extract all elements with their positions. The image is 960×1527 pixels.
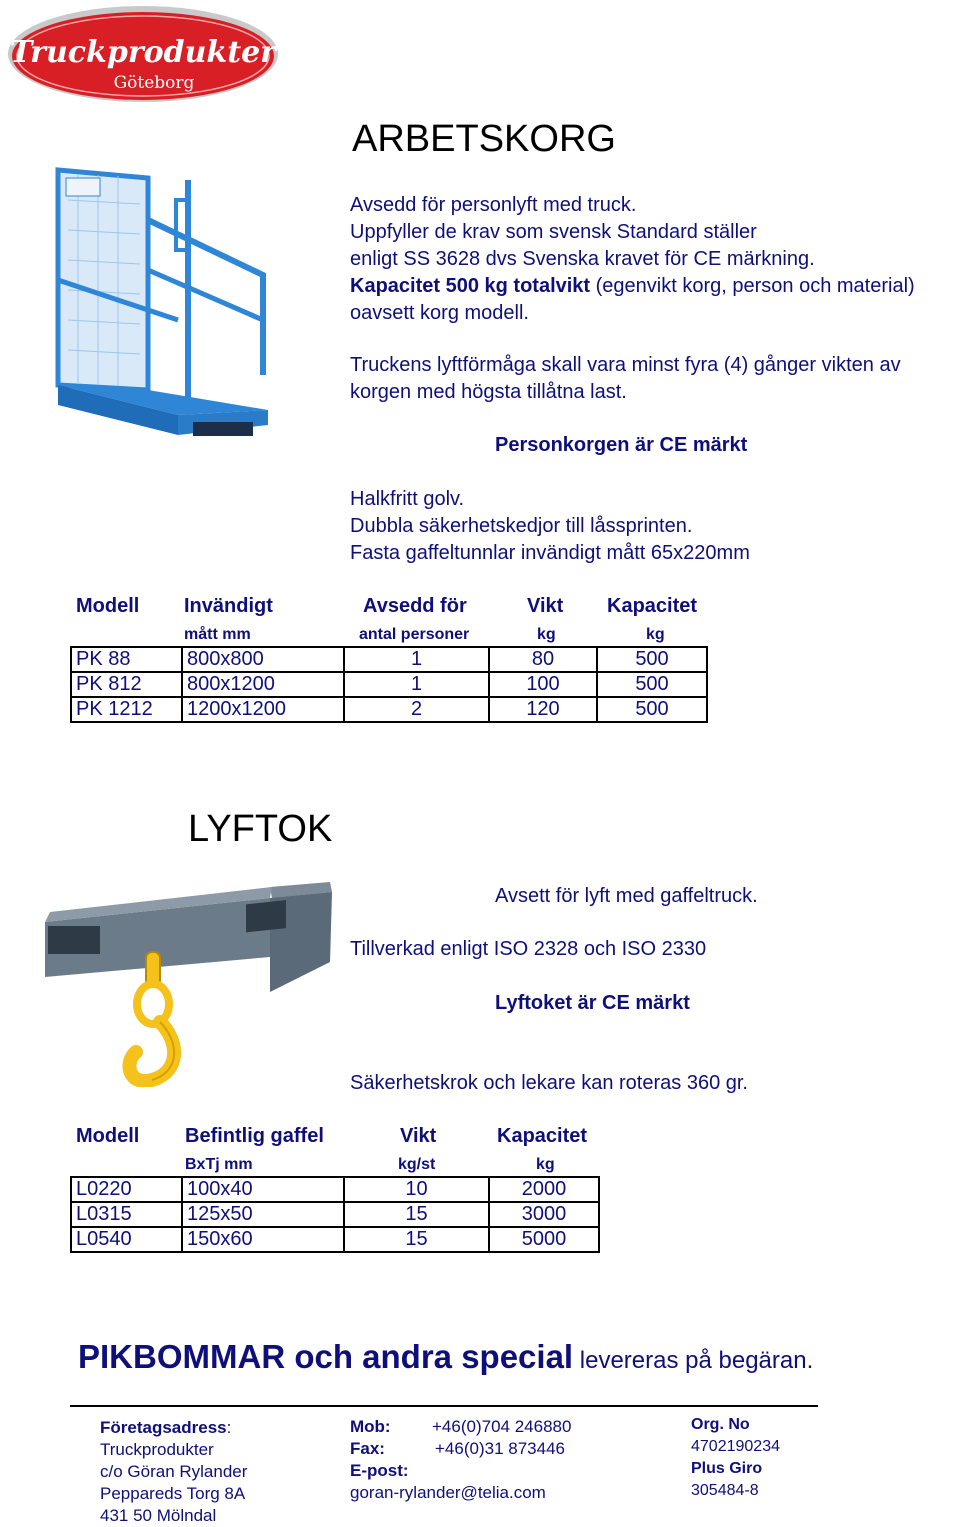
ok-ce-mark: Lyftoket är CE märkt	[495, 992, 690, 1014]
table-cell: 3000	[489, 1202, 599, 1227]
korg-ce-mark: Personkorgen är CE märkt	[495, 434, 748, 456]
korg-p7: korgen med högsta tillåtna last.	[350, 381, 627, 403]
table-cell: 15	[344, 1227, 489, 1252]
korg-p5: oavsett korg modell.	[350, 302, 529, 324]
table-row	[71, 1202, 599, 1227]
lifting-yoke-image	[40, 882, 332, 1087]
table-cell: 800x1200	[182, 672, 344, 697]
korg-title: ARBETSKORG	[352, 118, 616, 160]
table-cell: 125x50	[182, 1202, 344, 1227]
footer-org: 4702190234	[691, 1438, 780, 1455]
korg-description	[350, 192, 960, 327]
korg-p3: enligt SS 3628 dvs Svenska kravet för CE märkning.	[350, 248, 815, 270]
table-row	[71, 697, 707, 722]
ok-col-modell: Modell	[76, 1125, 140, 1147]
footer-address-colon: :	[226, 1418, 232, 1437]
table-row	[71, 1227, 599, 1252]
footer-address-line: c/o Göran Rylander	[100, 1462, 248, 1481]
work-basket-image	[48, 160, 276, 445]
korg-capacity-note: (egenvikt korg, person och material)	[590, 275, 915, 297]
company-logo	[6, 4, 280, 104]
ok-col-gaffel: Befintlig gaffel	[185, 1125, 324, 1147]
footer-address	[100, 1417, 247, 1527]
korg-col-invandigt: Invändigt	[184, 595, 273, 617]
footer-email-link[interactable]: goran-rylander@telia.com	[350, 1483, 546, 1502]
footer-org-label: Org. No	[691, 1416, 750, 1433]
korg-sub-vikt: kg	[537, 626, 556, 643]
ok-table	[70, 1176, 600, 1253]
korg-table	[70, 646, 708, 723]
korg-col-vikt: Vikt	[527, 595, 564, 617]
table-cell: PK 88	[71, 647, 182, 672]
korg-feature-1: Halkfritt golv.	[350, 488, 465, 510]
footer-mob-label: Mob:	[350, 1417, 391, 1436]
korg-sub-avsedd: antal personer	[359, 626, 470, 643]
table-row	[71, 672, 707, 697]
table-cell: 100x40	[182, 1177, 344, 1202]
footer-contact	[350, 1416, 571, 1504]
ok-col-vikt: Vikt	[400, 1125, 437, 1147]
ok-p2: Tillverkad enligt ISO 2328 och ISO 2330	[350, 938, 707, 960]
table-row	[71, 1177, 599, 1202]
korg-p2: Uppfyller de krav som svensk Standard ställer	[350, 221, 757, 243]
korg-load-note	[350, 352, 960, 406]
korg-capacity: Kapacitet 500 kg totalvikt	[350, 275, 591, 297]
table-cell: 500	[597, 672, 707, 697]
korg-sub-kapacitet: kg	[646, 626, 665, 643]
table-cell: PK 1212	[71, 697, 182, 722]
korg-feature-3: Fasta gaffeltunnlar invändigt mått 65x220mm	[350, 542, 750, 564]
korg-p6: Truckens lyftförmåga skall vara minst fyra (4) gånger vikten av	[350, 354, 901, 376]
footer-fax: +46(0)31 873446	[435, 1439, 565, 1458]
ok-title: LYFTOK	[188, 808, 333, 850]
table-cell: 5000	[489, 1227, 599, 1252]
logo-line1: Truckprodukter	[10, 35, 276, 70]
ok-p3: Säkerhetskrok och lekare kan roteras 360 gr.	[350, 1072, 748, 1094]
korg-p4	[350, 273, 960, 300]
special-bold: PIKBOMMAR och andra special	[78, 1338, 574, 1375]
ok-sub-gaffel: BxTj mm	[185, 1156, 253, 1173]
footer-email-label: E-post:	[350, 1461, 409, 1480]
footer-address-line: Truckprodukter	[100, 1440, 214, 1459]
footer-company-ids	[691, 1414, 780, 1512]
footer-fax-label: Fax:	[350, 1439, 385, 1458]
korg-feature-2: Dubbla säkerhetskedjor till låssprinten.	[350, 515, 693, 537]
korg-features	[350, 486, 960, 567]
table-cell: 800x800	[182, 647, 344, 672]
table-cell: L0315	[71, 1202, 182, 1227]
table-cell: 500	[597, 697, 707, 722]
korg-p1: Avsedd för personlyft med truck.	[350, 194, 637, 216]
table-cell: 2	[344, 697, 489, 722]
table-cell: 1	[344, 647, 489, 672]
table-cell: 1200x1200	[182, 697, 344, 722]
ok-p1: Avsett för lyft med gaffeltruck.	[495, 885, 758, 907]
table-cell: L0540	[71, 1227, 182, 1252]
korg-col-kapacitet: Kapacitet	[607, 595, 698, 617]
table-cell: L0220	[71, 1177, 182, 1202]
footer-divider	[70, 1405, 818, 1407]
logo-line2: Göteborg	[113, 73, 195, 93]
korg-col-modell: Modell	[76, 595, 140, 617]
korg-sub-invandigt: mått mm	[184, 626, 251, 643]
footer-address-line: 431 50 Mölndal	[100, 1506, 217, 1525]
table-cell: 15	[344, 1202, 489, 1227]
footer-mob[interactable]: +46(0)704 246880	[432, 1417, 572, 1436]
special-rest: levereras på begäran.	[573, 1347, 814, 1374]
table-cell: 10	[344, 1177, 489, 1202]
table-cell: 80	[489, 647, 597, 672]
footer-address-line: Peppareds Torg 8A	[100, 1484, 246, 1503]
korg-col-avsedd: Avsedd för	[363, 595, 467, 617]
ok-sub-vikt: kg/st	[398, 1156, 436, 1173]
footer-giro-label: Plus Giro	[691, 1460, 763, 1477]
table-row	[71, 647, 707, 672]
table-cell: PK 812	[71, 672, 182, 697]
table-cell: 1	[344, 672, 489, 697]
table-cell: 500	[597, 647, 707, 672]
footer-address-label: Företagsadress	[100, 1418, 227, 1437]
table-cell: 120	[489, 697, 597, 722]
special-note	[78, 1338, 813, 1376]
ok-sub-kapacitet: kg	[536, 1156, 555, 1173]
ok-col-kapacitet: Kapacitet	[497, 1125, 588, 1147]
table-cell: 2000	[489, 1177, 599, 1202]
table-cell: 150x60	[182, 1227, 344, 1252]
table-cell: 100	[489, 672, 597, 697]
footer-giro: 305484-8	[691, 1482, 759, 1499]
